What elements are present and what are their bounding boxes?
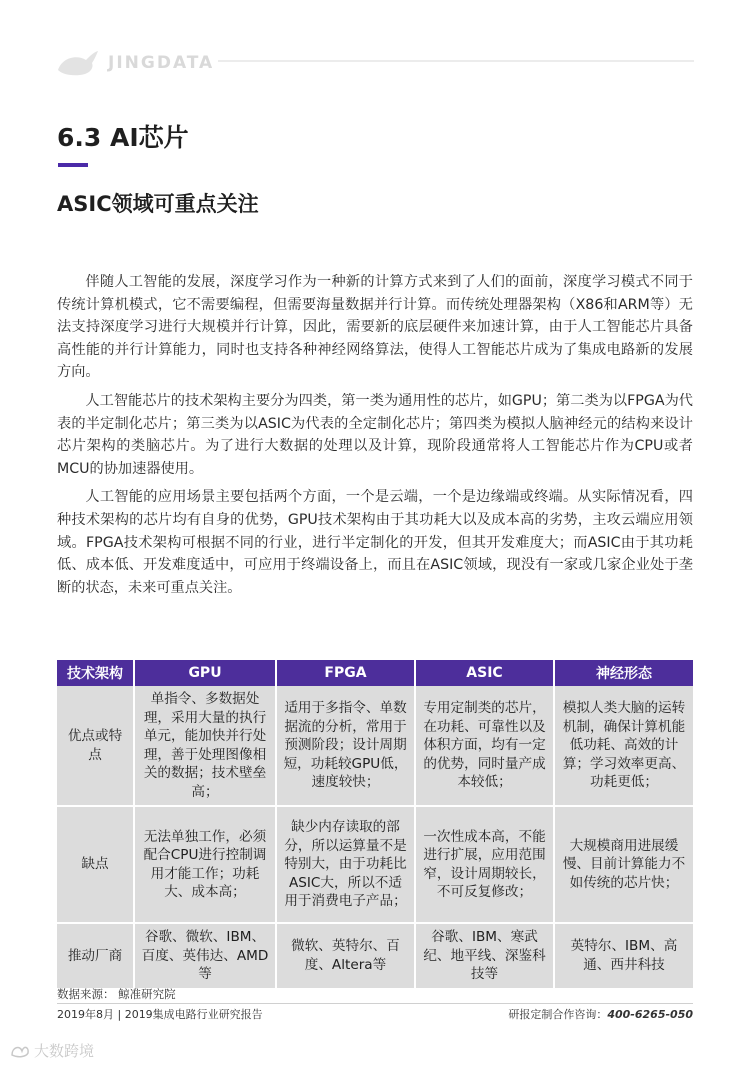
- data-source: 数据来源： 鲸准研究院: [57, 987, 176, 1001]
- table-cell: 无法单独工作，必须配合CPU进行控制调用才能工作；功耗大、成本高；: [134, 806, 276, 923]
- table-cell: 缺少内存读取的部分，所以运算量不是特别大，由于功耗比ASIC大，所以不适用于消费电子产品；: [276, 806, 415, 923]
- column-header: GPU: [134, 660, 276, 686]
- table-row: [57, 806, 693, 923]
- column-header: ASIC: [415, 660, 554, 686]
- footer-report-info: 2019年8月 | 2019集成电路行业研究报告: [57, 1008, 263, 1021]
- title-accent-bar: [58, 163, 88, 167]
- column-header: FPGA: [276, 660, 415, 686]
- table-header-row: [57, 660, 693, 686]
- row-header: 推动厂商: [57, 923, 134, 989]
- table-cell: 谷歌、IBM、寒武纪、地平线、深鉴科技等: [415, 923, 554, 989]
- footer-divider: [57, 1003, 693, 1004]
- row-header: 优点或特点: [57, 686, 134, 806]
- table-cell: 单指令、多数据处理，采用大量的执行单元，能加快并行处理，善于处理图像相关的数据；技术壁垒高；: [134, 686, 276, 806]
- table-cell: 一次性成本高，不能进行扩展，应用范围窄，设计周期较长，不可反复修改；: [415, 806, 554, 923]
- brand-name: JINGDATA: [108, 53, 215, 73]
- paragraph: 人工智能芯片的技术架构主要分为四类，第一类为通用性的芯片，如GPU；第二类为以FPGA为代表的半定制化芯片；第三类为以ASIC为代表的全定制化芯片；第四类为模拟人脑神经元的结构来设计芯片架构的类脑芯片。为了进行大数据的处理以及计算，现阶段通常将人工智能芯片作为CPU或者MCU的协加速器使用。: [57, 392, 693, 477]
- table-cell: 谷歌、微软、IBM、百度、英伟达、AMD等: [134, 923, 276, 989]
- watermark-logo-icon: [10, 1043, 30, 1059]
- subtitle: ASIC领域可重点关注: [57, 192, 259, 216]
- table-cell: 英特尔、IBM、高通、西井科技: [554, 923, 693, 989]
- table-cell: 适用于多指令、单数据流的分析，常用于预测阶段；设计周期短，功耗较GPU低，速度较快；: [276, 686, 415, 806]
- table-cell: 专用定制类的芯片，在功耗、可靠性以及体积方面，均有一定的优势，同时量产成本较低；: [415, 686, 554, 806]
- architecture-comparison-table: [57, 660, 693, 990]
- table-row: [57, 686, 693, 806]
- footer-contact: [508, 1006, 693, 1022]
- column-header: 技术架构: [57, 660, 134, 686]
- paragraph: 人工智能的应用场景主要包括两个方面，一个是云端，一个是边缘端或终端。从实际情况看，四种技术架构的芯片均有自身的优势，GPU技术架构由于其功耗大以及成本高的劣势，主攻云端应用领域。FPGA技术架构可根据不同的行业，进行半定制化的开发，但其开发难度大；而ASIC由于其功耗低、成本低、开发难度适中，可应用于终端设备上，而且在ASIC领域，现没有一家或几家企业处于垄断的状态，未来可重点关注。: [57, 489, 693, 596]
- contact-label: 研报定制合作咨询：: [508, 1008, 608, 1021]
- whale-logo-icon: [56, 48, 100, 78]
- table-row: [57, 923, 693, 989]
- column-header: 神经形态: [554, 660, 693, 686]
- row-header: 缺点: [57, 806, 134, 923]
- table-cell: 模拟人类大脑的运转机制，确保计算机能低功耗、高效的计算；学习效率更高、功耗更低；: [554, 686, 693, 806]
- watermark-text: 大数跨境: [34, 1042, 95, 1060]
- table-cell: 微软、英特尔、百度、Altera等: [276, 923, 415, 989]
- body-text: [57, 271, 693, 605]
- paragraph: 伴随人工智能的发展，深度学习作为一种新的计算方式来到了人们的面前，深度学习模式不同于传统计算机模式，它不需要编程，但需要海量数据并行计算。而传统处理器架构（X86和ARM等）无法支持深度学习进行大规模并行计算，因此，需要新的底层硬件来加速计算，由于人工智能芯片具备高性能的并行计算能力，同时也支持各种神经网络算法，使得人工智能芯片成为了集成电路新的发展方向。: [57, 274, 693, 381]
- header-divider: [218, 60, 694, 62]
- contact-phone: 400-6265-050: [607, 1008, 693, 1021]
- section-title: 6.3 AI芯片: [57, 123, 189, 152]
- brand-logo: [56, 48, 214, 78]
- watermark: [10, 1040, 94, 1061]
- table-cell: 大规模商用进展缓慢、目前计算能力不如传统的芯片快；: [554, 806, 693, 923]
